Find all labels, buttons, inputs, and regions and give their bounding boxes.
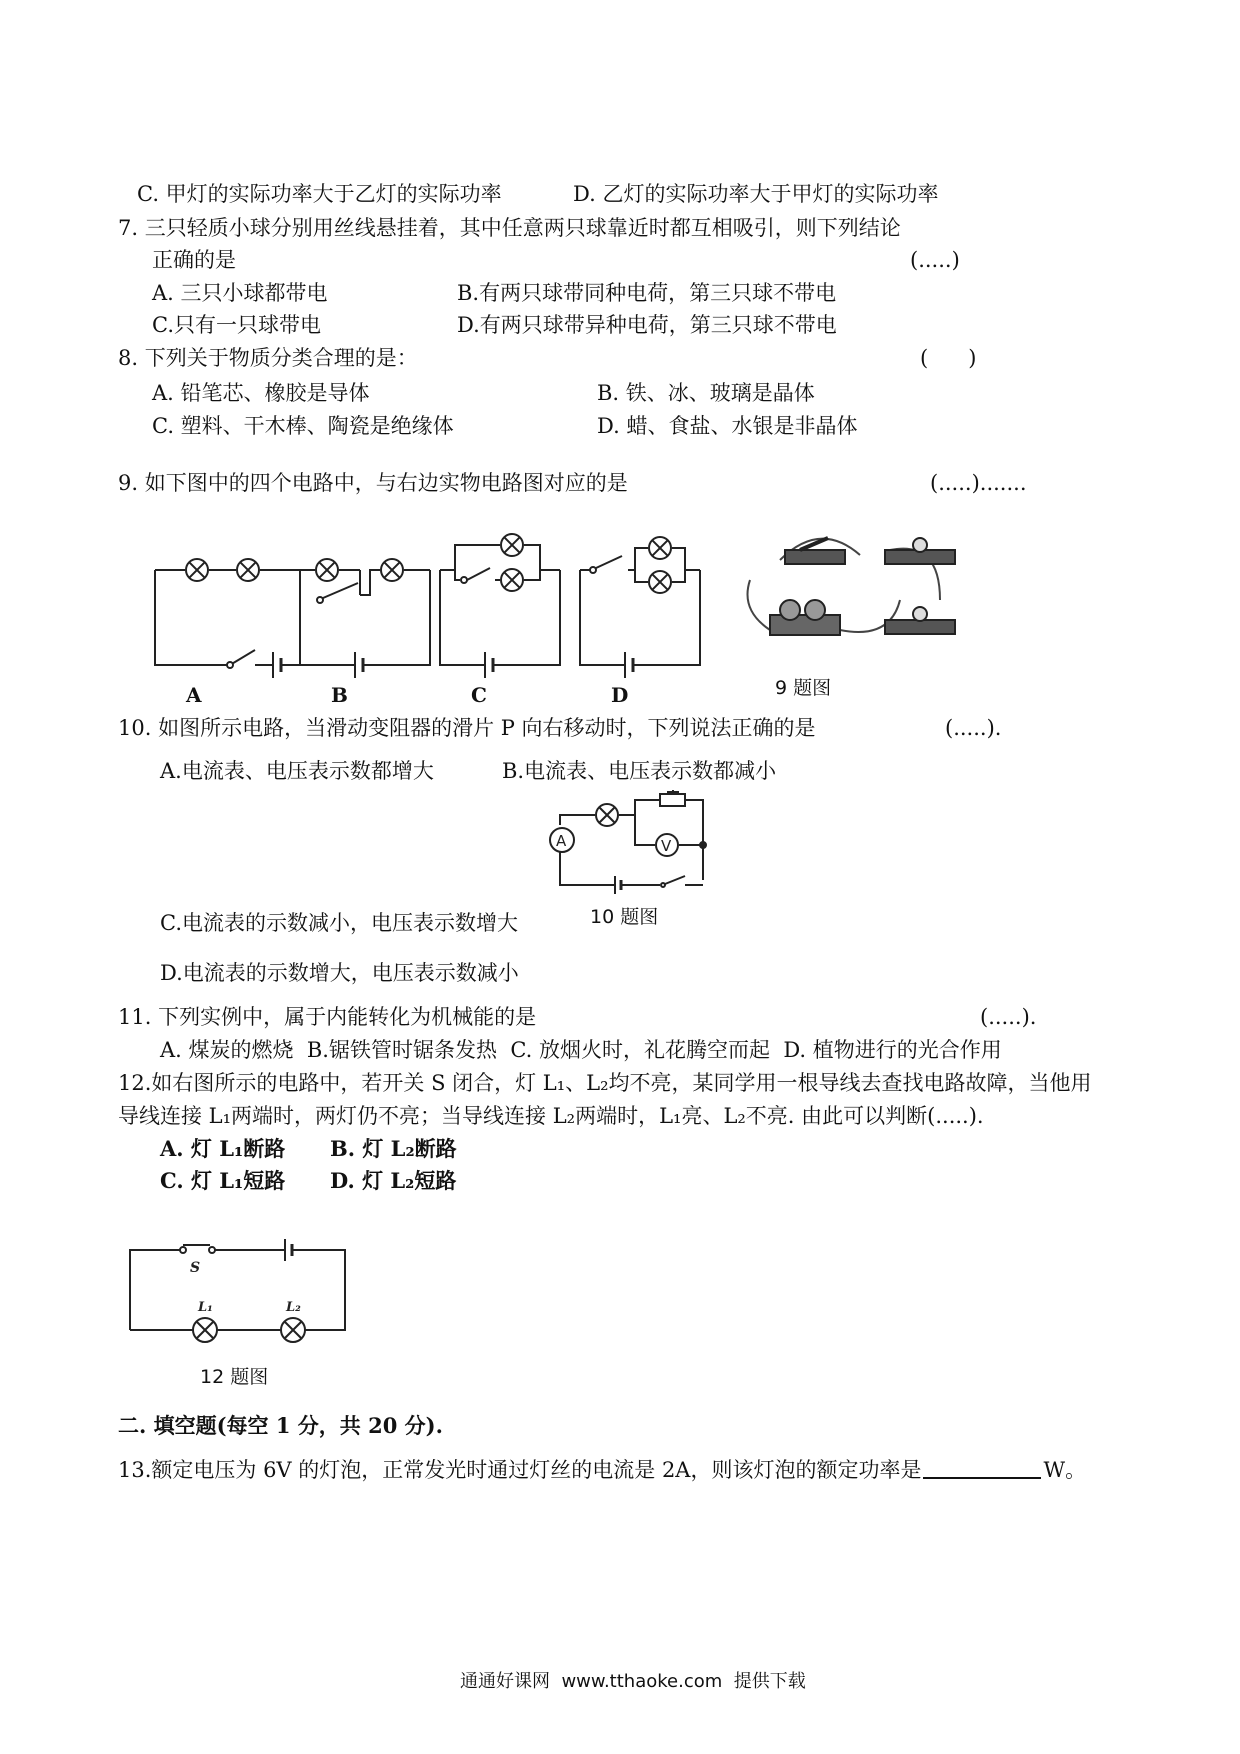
q12-caption: 12 题图: [200, 1366, 269, 1388]
q11-options: A. 煤炭的燃烧 B.锯铁管时锯条发热 C. 放烟火时，礼花腾空而起 D. 植物进行的光合作用: [160, 1038, 1002, 1062]
q11-stem: 11. 下列实例中，属于内能转化为机械能的是: [118, 1005, 537, 1029]
q12-option-b: B. 灯 L₂断路: [330, 1136, 457, 1161]
q9-answer-paren: (.....).......: [930, 471, 1027, 495]
q8-option-c: C. 塑料、干木棒、陶瓷是绝缘体: [152, 414, 454, 438]
q7-answer-paren: (.....): [910, 248, 960, 272]
q9-caption: 9 题图: [775, 677, 832, 699]
q7-stem-line1: 7. 三只轻质小球分别用丝线悬挂着，其中任意两只球靠近时都互相吸引，则下列结论: [118, 216, 901, 240]
page-footer: 通通好课网 www.tthaoke.com 提供下载: [460, 1671, 806, 1692]
q12-option-c: C. 灯 L₁短路: [160, 1168, 286, 1193]
q6-option-c: C. 甲灯的实际功率大于乙灯的实际功率: [137, 182, 502, 206]
q10-caption: 10 题图: [590, 906, 659, 928]
q8-option-a: A. 铅笔芯、橡胶是导体: [152, 381, 370, 405]
q10-option-d: D.电流表的示数增大，电压表示数减小: [160, 961, 519, 985]
q7-option-a: A. 三只小球都带电: [152, 281, 328, 305]
q8-stem: 8. 下列关于物质分类合理的是：: [118, 346, 418, 370]
q12-lamp-l2-label: L₂: [286, 1300, 301, 1315]
q10-answer-paren: (.....).: [945, 716, 1002, 740]
q12-stem-line2: 导线连接 L₁两端时，两灯仍不亮；当导线连接 L₂两端时，L₁亮、L₂不亮. 由此可以判断(.....).: [118, 1104, 984, 1128]
q10-voltmeter-label: V: [661, 837, 672, 855]
q8-option-d: D. 蜡、食盐、水银是非晶体: [597, 414, 858, 438]
q9-label-b: B: [331, 683, 348, 707]
section2-title: 二. 填空题(每空 1 分，共 20 分).: [118, 1413, 443, 1438]
q12-option-d: D. 灯 L₂短路: [330, 1168, 457, 1193]
q6-option-d: D. 乙灯的实际功率大于甲灯的实际功率: [573, 182, 939, 206]
q10-option-a: A.电流表、电压表示数都增大: [160, 759, 434, 783]
q13-stem: 13.额定电压为 6V 的灯泡，正常发光时通过灯丝的电流是 2A，则该灯泡的额定功率是: [118, 1458, 922, 1482]
q13-line: [118, 1457, 1086, 1483]
q13-answer-blank[interactable]: [923, 1457, 1041, 1479]
q13-unit: W。: [1043, 1458, 1087, 1482]
q9-circuit-b: [300, 559, 430, 678]
q9-circuit-a: [155, 559, 300, 678]
q10-option-c: C.电流表的示数减小，电压表示数增大: [160, 911, 518, 935]
q10-ammeter-label: A: [556, 832, 567, 850]
q7-option-b: B.有两只球带同种电荷，第三只球不带电: [457, 281, 837, 305]
q12-switch-label: S: [190, 1260, 201, 1276]
q7-stem-line2: 正确的是: [152, 248, 236, 272]
q9-physical-circuit: [748, 538, 956, 635]
q8-answer-paren: ( ): [920, 346, 977, 370]
q8-option-b: B. 铁、冰、玻璃是晶体: [597, 381, 815, 405]
q9-label-c: C: [471, 683, 487, 707]
q9-label-a: A: [186, 683, 202, 707]
q12-option-a: A. 灯 L₁断路: [160, 1136, 286, 1161]
q7-option-c: C.只有一只球带电: [152, 313, 321, 337]
q9-label-d: D: [611, 683, 629, 707]
q9-circuit-c: [440, 534, 560, 678]
q12-circuit-figure: [120, 1235, 360, 1345]
q9-stem: 9. 如下图中的四个电路中，与右边实物电路图对应的是: [118, 471, 628, 495]
q9-circuit-d: [580, 537, 700, 678]
q9-circuit-figures: [140, 520, 960, 680]
q7-option-d: D.有两只球带异种电荷，第三只球不带电: [457, 313, 837, 337]
q10-stem: 10. 如图所示电路，当滑动变阻器的滑片 P 向右移动时，下列说法正确的是: [118, 716, 816, 740]
q12-stem-line1: 12.如右图所示的电路中，若开关 S 闭合，灯 L₁、L₂均不亮，某同学用一根导线去查找电路故障，当他用: [118, 1071, 1092, 1095]
q10-circuit-figure: [545, 790, 715, 900]
q12-lamp-l1-label: L₁: [198, 1300, 213, 1315]
q10-option-b: B.电流表、电压表示数都减小: [502, 759, 777, 783]
q11-answer-paren: (.....).: [980, 1005, 1037, 1029]
